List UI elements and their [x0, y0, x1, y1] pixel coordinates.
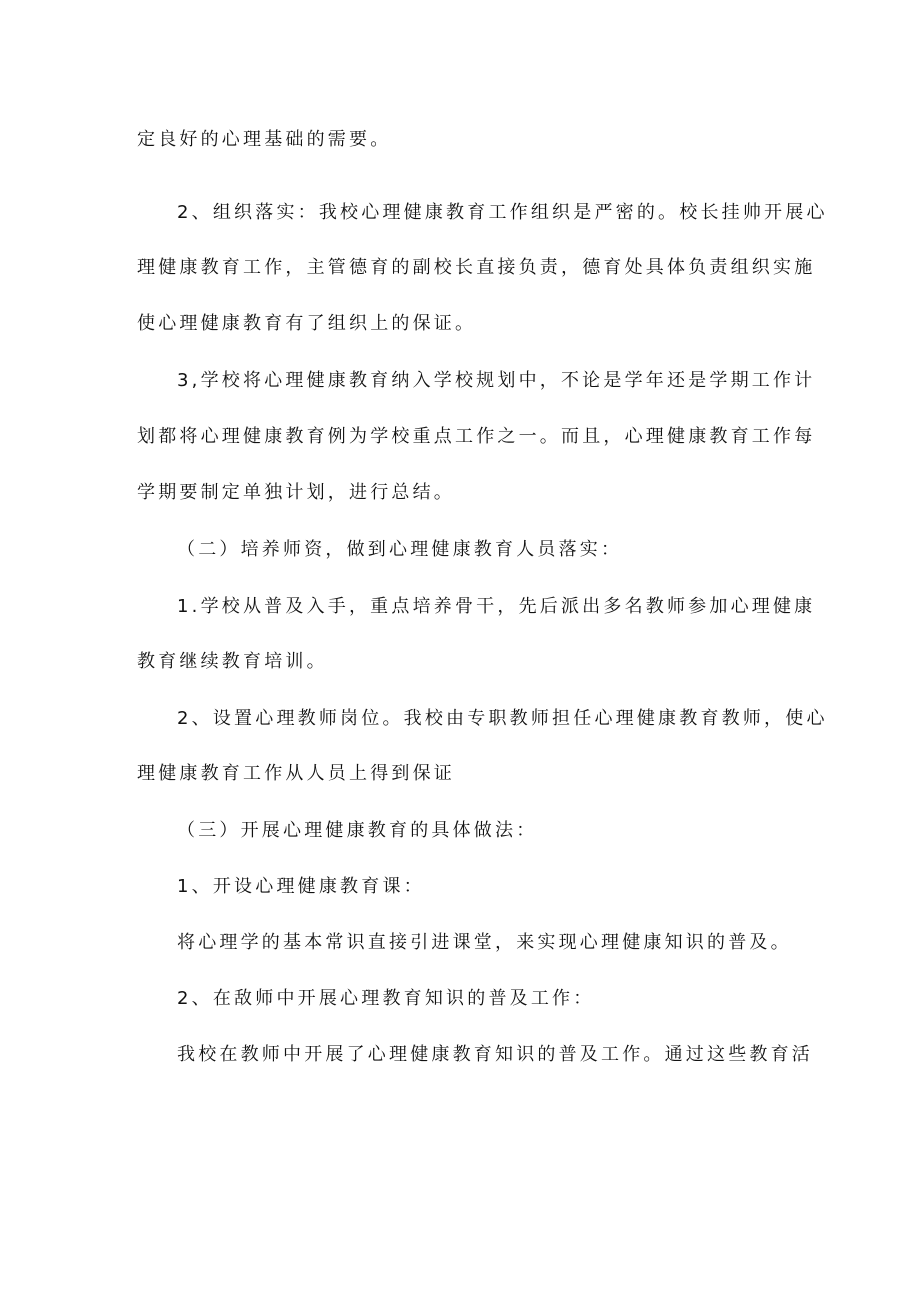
paragraph-line: 理健康教育工作，主管德育的副校长直接负责，德育处具体负责组织实施 — [137, 257, 816, 278]
section-heading: （二）培养师资，做到心理健康教育人员落实： — [177, 539, 623, 560]
paragraph-line: 教育继续教育培训。 — [137, 651, 328, 672]
paragraph-line: 理健康教育工作从人员上得到保证 — [137, 763, 455, 784]
paragraph-line: 将心理学的基本常识直接引进课堂，来实现心理健康知识的普及。 — [177, 932, 792, 953]
section-heading: （三）开展心理健康教育的具体做法： — [177, 820, 538, 841]
paragraph-line: 划都将心理健康教育例为学校重点工作之一。而且，心理健康教育工作每 — [137, 426, 816, 447]
paragraph-line: 2、设置心理教师岗位。我校由专职教师担任心理健康教育教师，使心 — [177, 708, 828, 729]
paragraph-line: 我校在教师中开展了心理健康教育知识的普及工作。通过这些教育活 — [177, 1044, 813, 1065]
paragraph-line: 学期要制定单独计划，进行总结。 — [137, 482, 455, 503]
paragraph-line: 1.学校从普及入手，重点培养骨干，先后派出多名教师参加心理健康 — [177, 596, 816, 617]
paragraph-line: 定良好的心理基础的需要。 — [137, 129, 392, 150]
list-item-heading: 1、开设心理健康教育课： — [177, 876, 425, 897]
list-item-heading: 2、在敌师中开展心理教育知识的普及工作： — [177, 988, 595, 1009]
paragraph-line: 3,学校将心理健康教育纳入学校规划中，不论是学年还是学期工作计 — [177, 370, 816, 391]
paragraph-line: 2、组织落实：我校心理健康教育工作组织是严密的。校长挂帅开展心 — [177, 202, 828, 223]
paragraph-line: 使心理健康教育有了组织上的保证。 — [137, 313, 477, 334]
